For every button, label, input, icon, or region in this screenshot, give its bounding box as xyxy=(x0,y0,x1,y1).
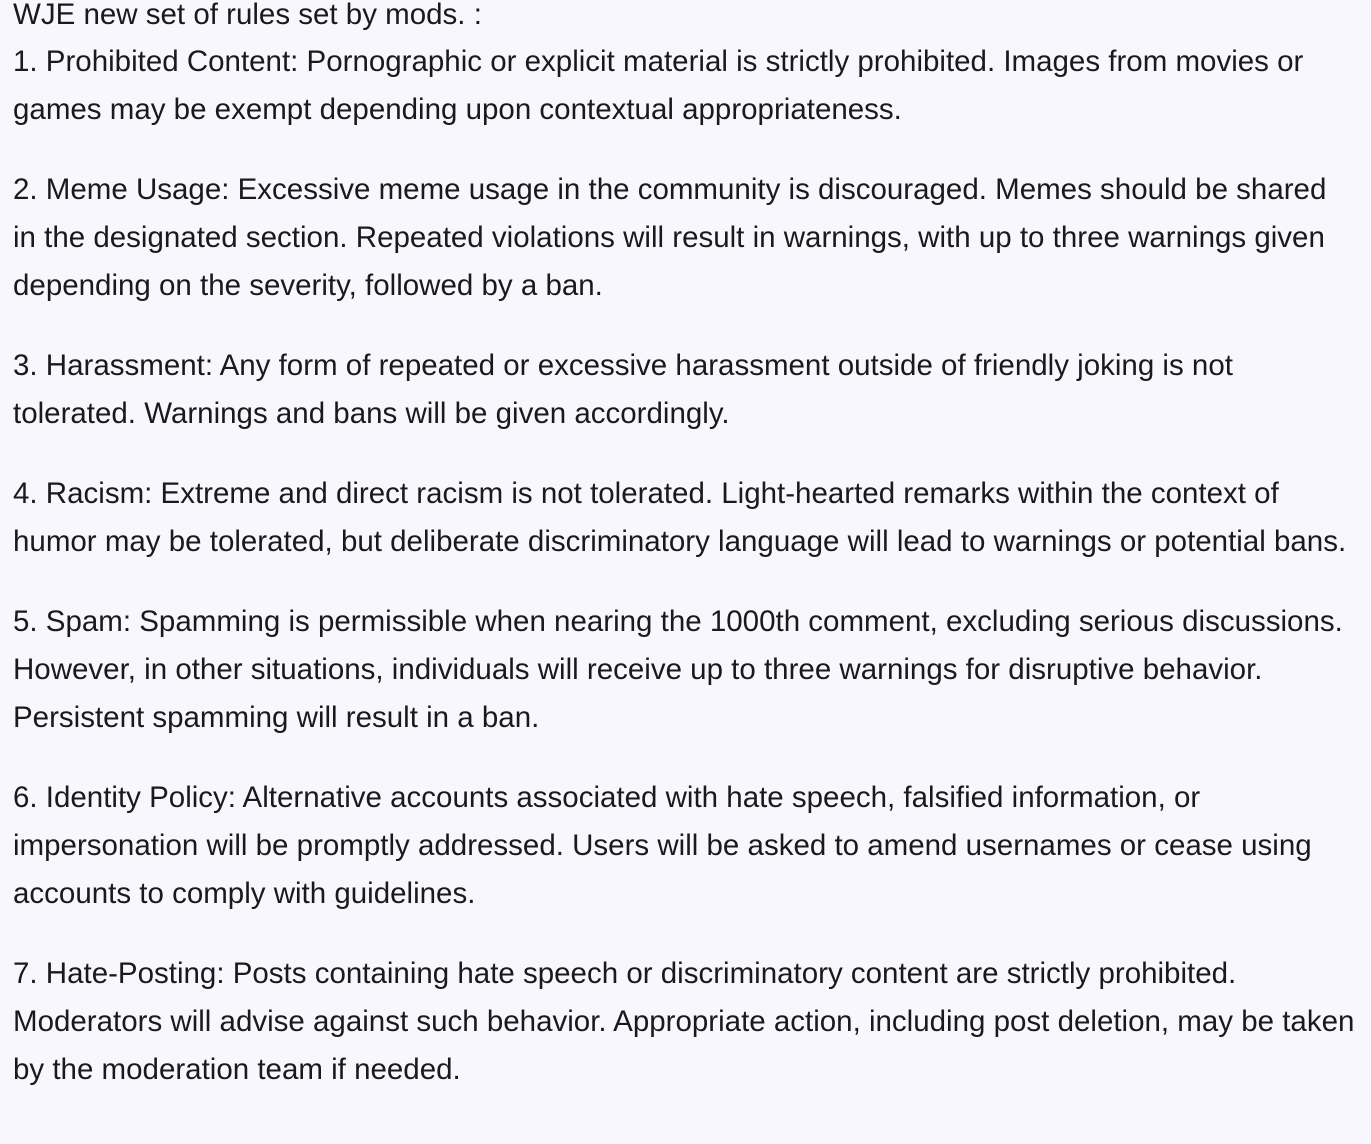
rule-racism: 4. Racism: Extreme and direct racism is not tolerated. Light-hearted remarks within the context of humor may be tolerated, but deliberate discriminatory language will lead to warnings or potential bans. xyxy=(13,477,1347,558)
rule-hate-posting: 7. Hate-Posting: Posts containing hate speech or discriminatory content are strictly prohibited. Moderators will advise against such behavior. Appropriate action, including post deletion, may be taken by the moderation team if needed. xyxy=(13,957,1355,1086)
rule-harassment: 3. Harassment: Any form of repeated or excessive harassment outside of friendly joking is not tolerated. Warnings and bans will be given accordingly. xyxy=(13,349,1233,430)
rule-identity-policy: 6. Identity Policy: Alternative accounts associated with hate speech, falsified information, or impersonation will be promptly addressed. Users will be asked to amend usernames or cease using accounts to comply with guidelines. xyxy=(13,781,1312,910)
rule-prohibited-content: 1. Prohibited Content: Pornographic or explicit material is strictly prohibited. Images from movies or games may be exempt depending upon contextual appropriateness. xyxy=(13,45,1304,126)
rule-meme-usage: 2. Meme Usage: Excessive meme usage in the community is discouraged. Memes should be shared in the designated section. Repeated violations will result in warnings, with up to three warnings given depending on the severity, followed by a ban. xyxy=(13,173,1327,302)
rules-list xyxy=(13,38,1357,1094)
rule-spam: 5. Spam: Spamming is permissible when nearing the 1000th comment, excluding serious discussions. However, in other situations, individuals will receive up to three warnings for disruptive behavior. Persistent spamming will result in a ban. xyxy=(13,605,1343,734)
message-heading: WJE new set of rules set by mods. : xyxy=(13,0,482,31)
